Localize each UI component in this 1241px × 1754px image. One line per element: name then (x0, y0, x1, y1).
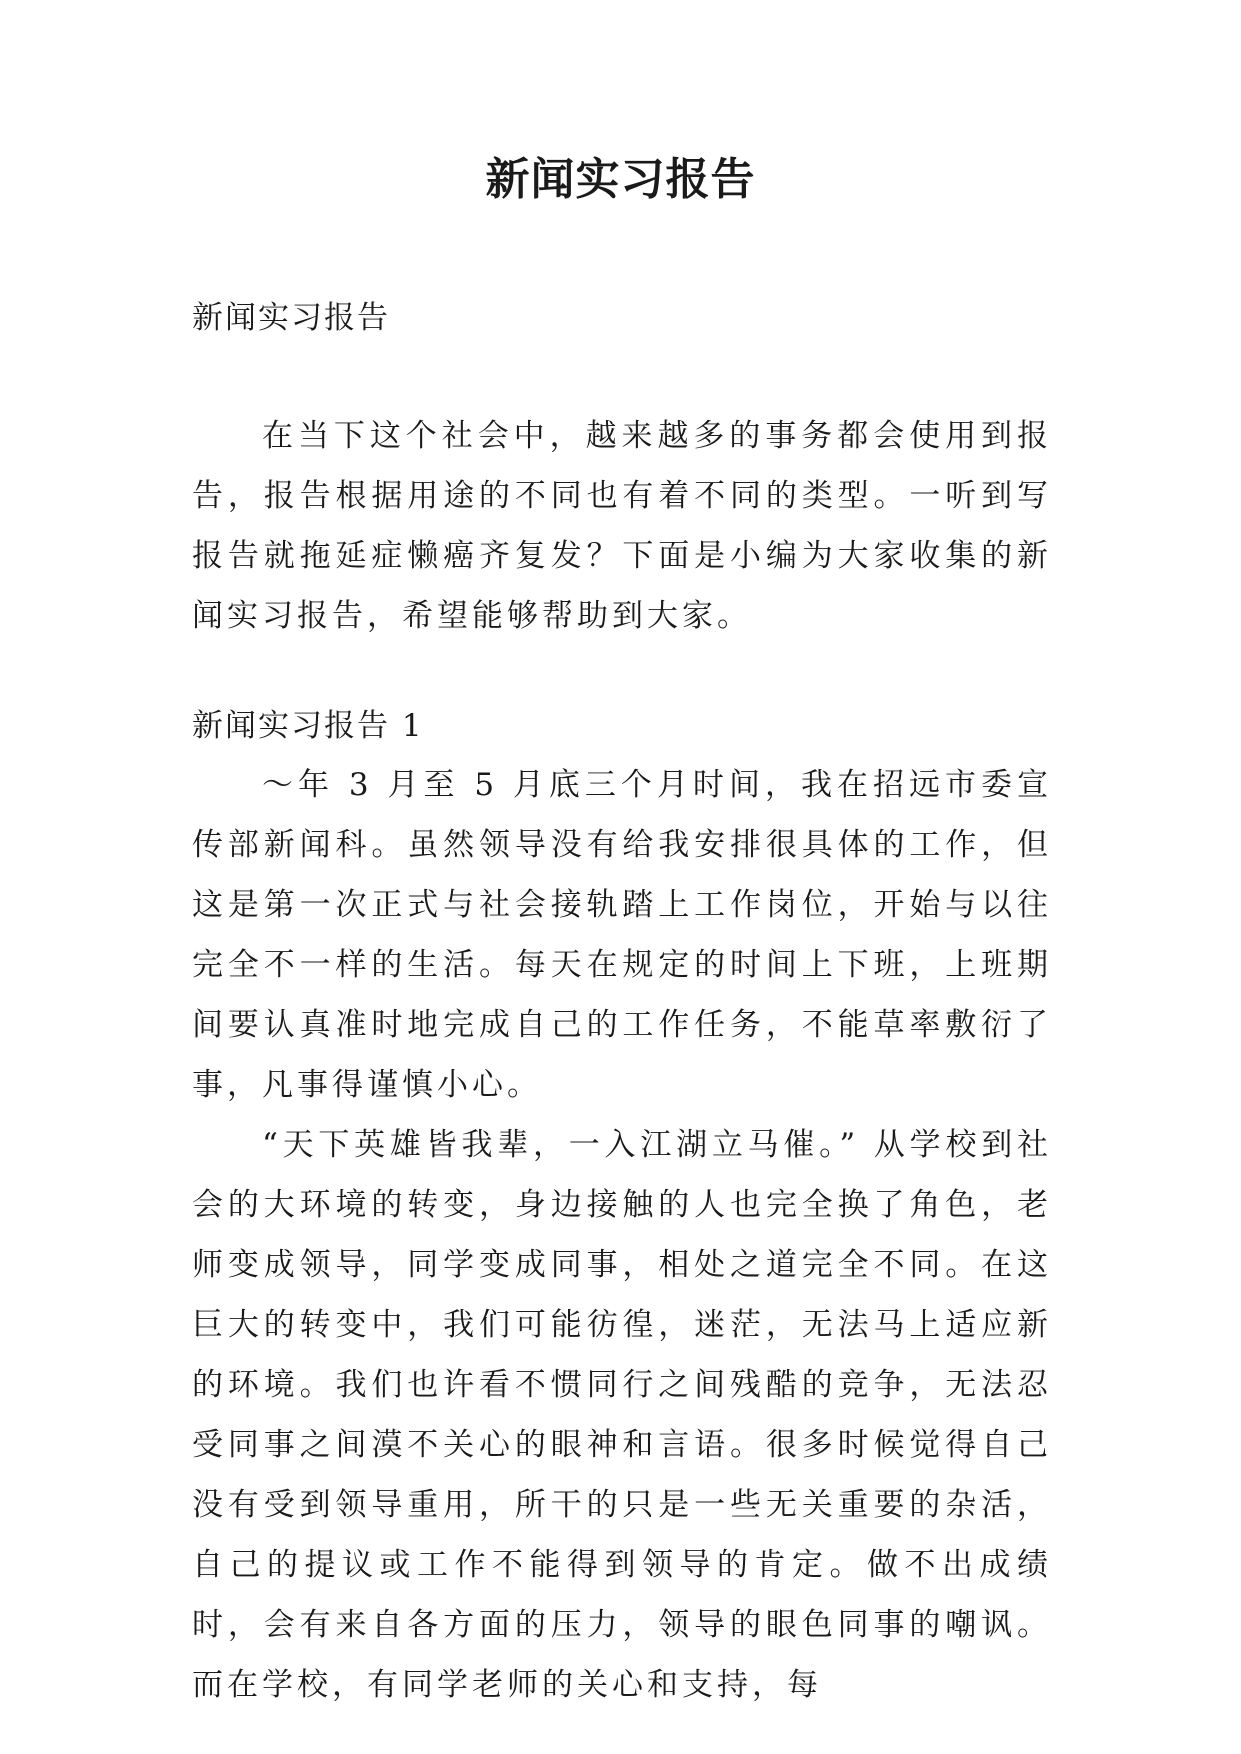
paragraph-1: ～年 3 月至 5 月底三个月时间，我在招远市委宣传部新闻科。虽然领导没有给我安排很具体的工作，但这是第一次正式与社会接轨踏上工作岗位，开始与以往完全不一样的生活。每天在规定的时间上下班，上班期间要认真准时地完成自己的工作任务，不能草率敷衍了事，凡事得谨慎小心。 (192, 767, 1052, 1103)
document-title: 新闻实习报告 (485, 154, 756, 205)
paragraph-2: “天下英雄皆我辈，一入江湖立马催。” 从学校到社会的大环境的转变，身边接触的人也完全换了角色，老师变成领导，同学变成同事，相处之道完全不同。在这巨大的转变中，我们可能彷徨，迷茫，无法马上适应新的环境。我们也许看不惯同行之间残酷的竞争，无法忍受同事之间漠不关心的眼神和言语。很多时候觉得自己没有受到领导重用，所干的只是一些无关重要的杂活，自己的提议或工作不能得到领导的肯定。做不出成绩时，会有来自各方面的压力，领导的眼色同事的嘲讽。而在学校，有同学老师的关心和支持，每 (192, 1127, 1052, 1703)
document-subtitle: 新闻实习报告 (192, 300, 390, 336)
intro-paragraph: 在当下这个社会中，越来越多的事务都会使用到报告，报告根据用途的不同也有着不同的类型。一听到写报告就拖延症懒癌齐复发？下面是小编为大家收集的新闻实习报告，希望能够帮助到大家。 (192, 418, 1052, 634)
section-heading: 新闻实习报告 1 (192, 708, 424, 744)
section-body (192, 755, 1052, 1715)
